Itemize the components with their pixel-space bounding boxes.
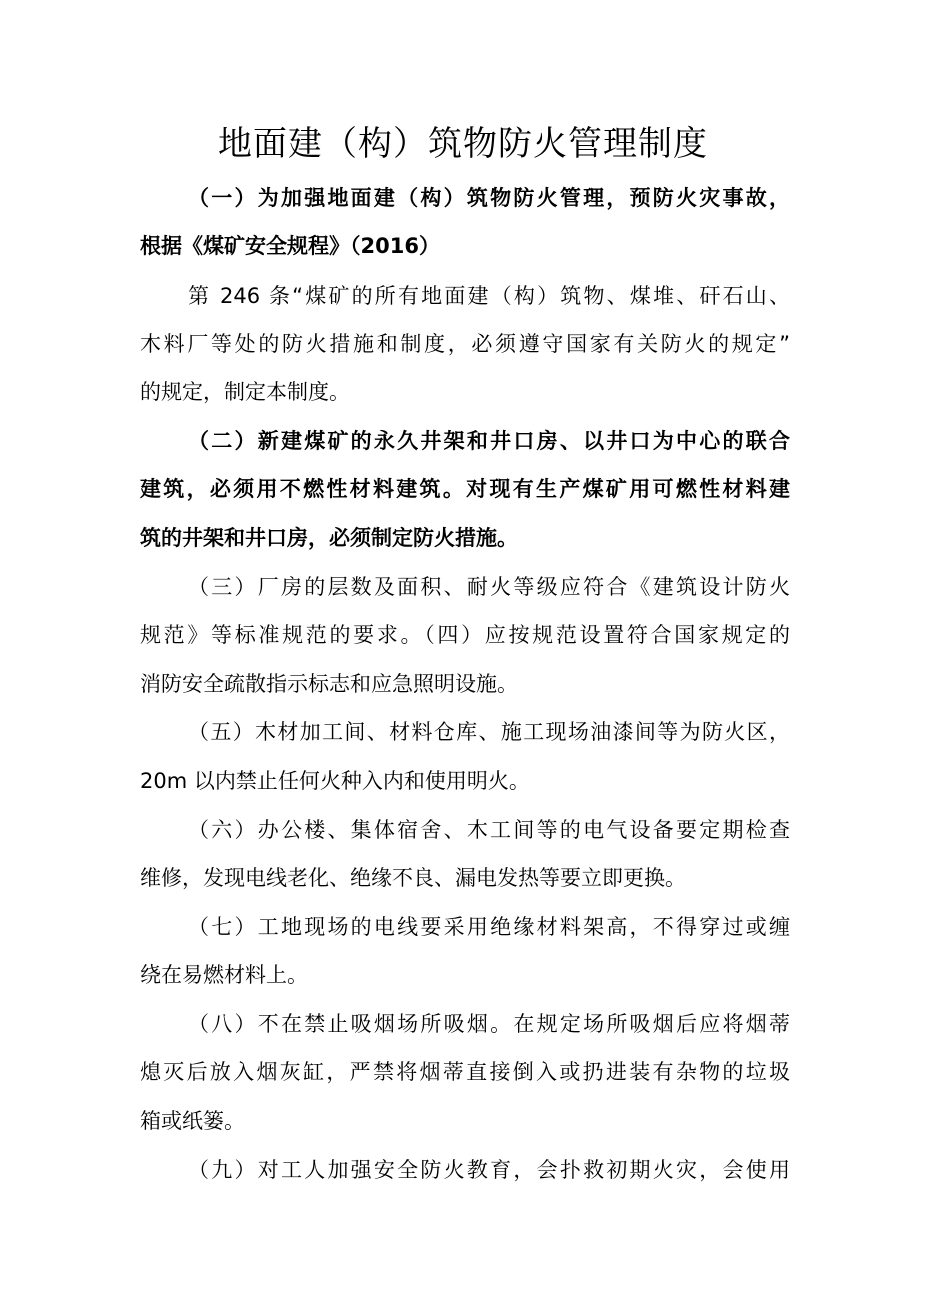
paragraph-line: 木料厂等处的防火措施和制度，必须遵守国家有关防火的规定”	[140, 332, 790, 356]
paragraph-line: 第 246 条“煤矿的所有地面建（构）筑物、煤堆、矸石山、	[188, 284, 790, 308]
paragraph-line: （七）工地现场的电线要采用绝缘材料架高，不得穿过或缠	[188, 915, 790, 939]
paragraph-line: 规范》等标准规范的要求。（四）应按规范设置符合国家规定的	[140, 623, 790, 647]
paragraph-line: （九）对工人加强安全防火教育，会扑救初期火灾，会使用	[188, 1158, 790, 1182]
paragraph-line: （五）木材加工间、材料仓库、施工现场油漆间等为防火区，	[188, 720, 790, 744]
paragraph-line: 根据《煤矿安全规程》（2016）	[140, 234, 440, 258]
paragraph-line: 维修，发现电线老化、绝缘不良、漏电发热等要立即更换。	[140, 866, 686, 890]
paragraph-line: （二）新建煤矿的永久井架和井口房、以井口为中心的联合	[188, 429, 790, 453]
paragraph-line: （三）厂房的层数及面积、耐火等级应符合《建筑设计防火	[188, 575, 790, 599]
paragraph-line: 绕在易燃材料上。	[140, 963, 308, 987]
document-title: 地面建（构）筑物防火管理制度	[218, 124, 708, 164]
paragraph-line: 熄灭后放入烟灰缸，严禁将烟蒂直接倒入或扔进装有杂物的垃圾	[140, 1060, 790, 1084]
paragraph-line: 20m 以内禁止任何火种入内和使用明火。	[140, 769, 530, 793]
paragraph-line: （八）不在禁止吸烟场所吸烟。在规定场所吸烟后应将烟蒂	[188, 1012, 790, 1036]
paragraph-line: 的规定，制定本制度。	[140, 380, 350, 404]
paragraph-line: 箱或纸篓。	[140, 1109, 245, 1133]
paragraph-line: 筑的井架和井口房，必须制定防火措施。	[140, 526, 518, 550]
paragraph-line: 建筑，必须用不燃性材料建筑。对现有生产煤矿用可燃性材料建	[140, 477, 790, 501]
paragraph-line: （一）为加强地面建（构）筑物防火管理，预防火灾事故，	[188, 186, 790, 210]
paragraph-line: （六）办公楼、集体宿舍、木工间等的电气设备要定期检查	[188, 818, 790, 842]
paragraph-line: 消防安全疏散指示标志和应急照明设施。	[140, 672, 518, 696]
